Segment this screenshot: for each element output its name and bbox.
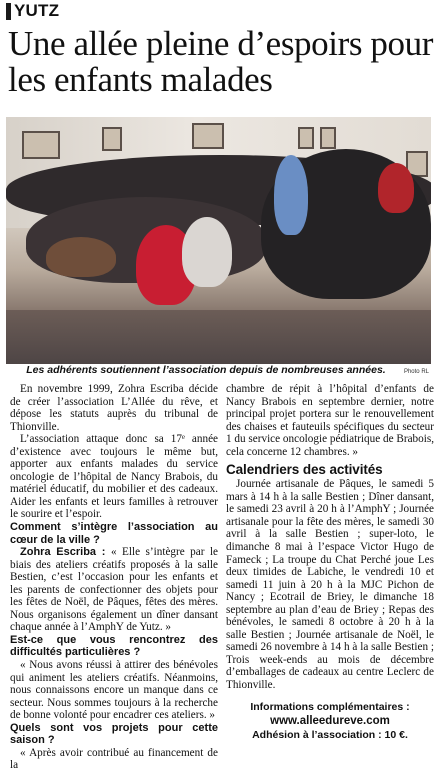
caption-text: Les adhérents soutiennent l’association depuis de nombreuses années. [26,364,386,376]
info-label: Informations complémentaires : [250,700,410,713]
interview-question: Comment s’intègre l’association au cœur de la ville ? [10,521,218,546]
interview-answer: « Nous avons réussi à attirer des bénévoles qui animent les ateliers créatifs. Néanmoins, nous connaissons encore un manque dans ce secteur. Nous sommes toujours à la recherche de bonne volonté pour encadrer ces ateliers. » [10,659,218,722]
person-red-top [378,163,414,213]
info-fee: Adhésion à l’association : 10 €. [252,728,408,741]
person-white-shirt [182,217,232,287]
body-paragraph: chambre de répit à l’hôpital d’enfants de Nancy Brabois en septembre dernier, notre principal projet portera sur le renouvellement des chaises et fauteuils spécifiques du secteur 1 du service oncologie pédiatrique de Brabois, cela concerne 12 chambres. » [226,383,434,458]
wall-frame [320,127,336,149]
interview-answer: « Après avoir contribué au financement de la [10,746,218,772]
activities-paragraph: Journée artisanale de Pâques, le samedi 5 mars à 14 h à la salle Bestien ; Dîner dansant, le samedi 23 avril à 20 h à l’AmphY ; Journée artisanale pour la fête des mères, le samedi 30 avril à la salle Bestien ; super-loto, le dimanche 8 mai à l’espace Victor Hugo de Fameck ; La troupe du Chat Perché joue Les deux timides de Labiche, le vendredi 10 et samedi 11 juin à 20 h à la MJC Pichon de Nancy ; Ecotrail de Briey, le dimanche 18 septembre au plan d’eau de Briey ; Repas des bénévoles, le samedi 8 octobre à 20 h à la salle Bestien ; Journée artisanale de Noël, le samedi 26 novembre à 14 h à la salle Bestien ; Trois week-ends au mois de décembre d’emballages de cadeaux au centre Leclerc de Thionville. [226,478,434,692]
photo-credit: Photo RL [403,369,429,375]
section-city-label: YUTZ [14,1,60,20]
chairs-row [46,237,116,277]
article-column-left [10,383,218,772]
speaker-name: Zohra Escriba : [20,546,106,559]
wall-frame [298,127,314,149]
section-marker [6,3,11,20]
article-headline: Une allée pleine d’espoirs pour les enfants malades [8,24,433,99]
article-photo [6,117,431,364]
subheading: Calendriers des activités [226,462,383,478]
wall-frame [192,123,224,149]
interview-question: Quels sont vos projets pour cette saison ? [10,721,218,747]
interview-question: Est-ce que vous rencontrez des difficultés particulières ? [10,633,218,659]
photo-caption [8,364,429,377]
info-box [226,700,434,742]
wall-frame [102,127,122,151]
photo-floor [6,310,431,364]
info-url: www.alleedureve.com [270,714,390,727]
wall-frame [22,131,60,159]
section-header [6,2,59,20]
article-column-right [226,383,434,742]
body-paragraph: L’association attaque donc sa 17ᵉ année d’existence avec toujours le même but, apporter aux enfants malades du service oncologie de l’hôpital de Nancy Brabois, du matériel éducatif, du mobilier et des cadeaux. Aider les enfants et leurs familles à retrouver le sourire et l’espoir. [10,433,218,521]
answer-text: « Elle s’intègre par le biais des ateliers créatifs proposés à la salle Bestien, c’est l’occasion pour les enfants et les parents de confectionner des objets pour les fêtes de Noël, de Pâques, fêtes des mères. Nous organisons également un dîner dansant chaque année à l’AmphY de Yutz. » [10,546,219,634]
interview-answer [10,546,218,634]
body-paragraph: En novembre 1999, Zohra Escriba décide de créer l’association L’Allée du rêve, et dépose les statuts auprès du tribunal de Thionville. [10,383,218,433]
person-blue-shirt [274,155,308,235]
